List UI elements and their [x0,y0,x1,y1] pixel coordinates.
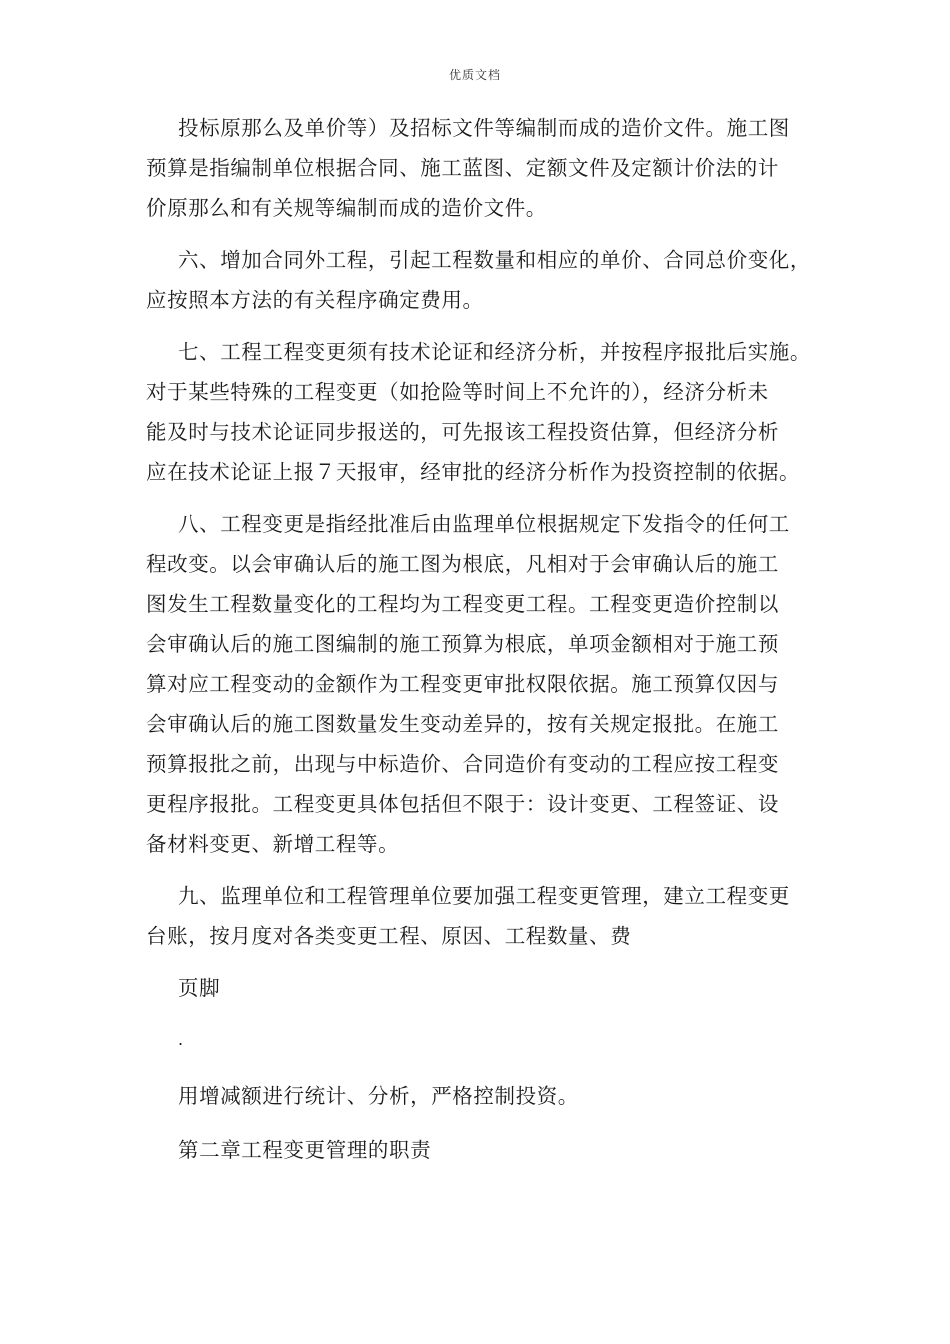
paragraph-7-line-4: 应在技术论证上报７天报审，经审批的经济分析作为投资控制的依据。 [146,460,801,484]
paragraph-8-line-6: 会审确认后的施工图数量发生变动差异的，按有关规定报批。在施工 [146,712,779,736]
paragraph-9-line-2: 台账，按月度对各类变更工程、原因、工程数量、费 [146,924,632,948]
footer-dot: . [178,1030,184,1049]
paragraph-7-line-3: 能及时与技术论证同步报送的，可先报该工程投资估算，但经济分析 [146,420,779,444]
paragraph-8-line-1: 八、工程变更是指经批准后由监理单位根据规定下发指令的任何工 [178,512,790,536]
paragraph-1-line-2: 预算是指编制单位根据合同、施工蓝图、定额文件及定额计价法的计 [146,156,779,180]
paragraph-1-line-3: 价原那么和有关规等编制而成的造价文件。 [146,196,547,220]
paragraph-7-line-2: 对于某些特殊的工程变更（如抢险等时间上不允许的），经济分析未 [146,380,769,404]
paragraph-6-line-1: 六、增加合同外工程，引起工程数量和相应的单价、合同总价变化， [178,248,811,272]
paragraph-8-line-8: 更程序报批。工程变更具体包括但不限于：设计变更、工程签证、设 [146,792,779,816]
paragraph-1-line-1: 投标原那么及单价等）及招标文件等编制而成的造价文件。施工图 [178,116,790,140]
chapter-title: 第二章工程变更管理的职责 [178,1138,432,1162]
paragraph-8-line-3: 图发生工程数量变化的工程均为工程变更工程。工程变更造价控制以 [146,592,779,616]
paragraph-6-line-2: 应按照本方法的有关程序确定费用。 [146,288,484,312]
paragraph-8-line-9: 备材料变更、新增工程等。 [146,832,400,856]
paragraph-8-line-4: 会审确认后的施工图编制的施工预算为根底，单项金额相对于施工预 [146,632,779,656]
paragraph-8-line-5: 算对应工程变动的金额作为工程变更审批权限依据。施工预算仅因与 [146,672,779,696]
paragraph-9-line-1: 九、监理单位和工程管理单位要加强工程变更管理，建立工程变更 [178,884,790,908]
continuation-line: 用增减额进行统计、分析，严格控制投资。 [178,1084,579,1108]
page-header: 优质文档 [448,68,501,82]
paragraph-8-line-7: 预算报批之前，出现与中标造价、合同造价有变动的工程应按工程变 [146,752,779,776]
paragraph-7-line-1: 七、工程工程变更须有技术论证和经济分析，并按程序报批后实施。 [178,340,811,364]
footer-label: 页脚 [178,976,221,1000]
paragraph-8-line-2: 程改变。以会审确认后的施工图为根底，凡相对于会审确认后的施工 [146,552,779,576]
